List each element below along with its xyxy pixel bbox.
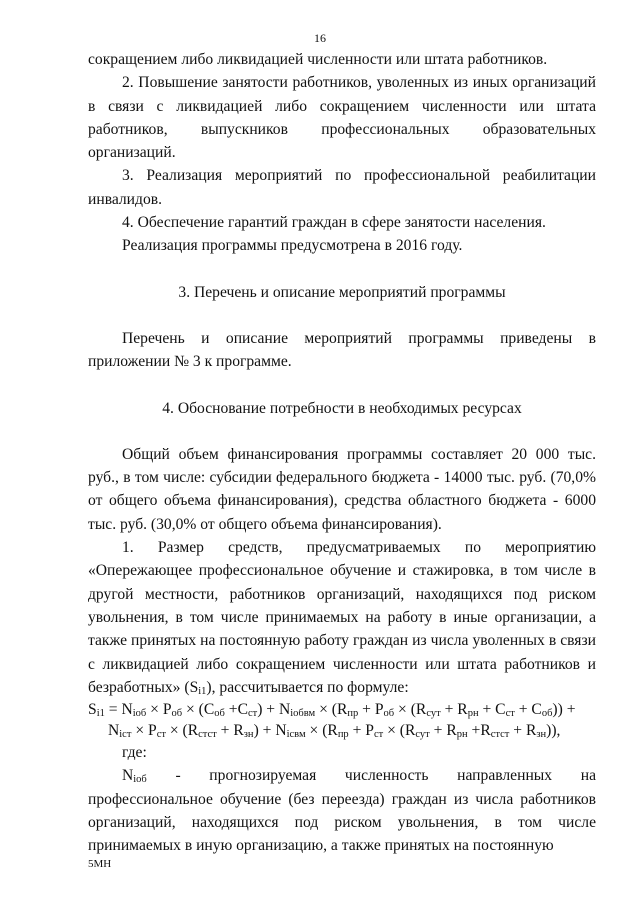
paragraph-funding: Общий объем финансирования программы составляет 20 000 тыс. руб., в том числе: субсидии федерального бюджета - 14000 тыс. руб. (70,0% от общего объема финансирования), средства областного бюджета - 6000 тыс. руб. (30,0% от общего объема финансирования). <box>88 445 596 533</box>
section-heading-3: 3. Перечень и описание мероприятий программы <box>178 283 506 301</box>
paragraph-activities-list: Перечень и описание мероприятий программы приведены в приложении № 3 к программе. <box>88 329 596 371</box>
paragraph-item-3: 3. Реализация мероприятий по профессиональной реабилитации инвалидов. <box>88 167 596 208</box>
definition-n-iob: $N_{iоб}$ - прогнозируемая численность направленных на профессиональное обучение (без переезда) граждан из числа работников организаций, находящихся под риском увольнения, в том числе принимаемых в иную организацию, а также принятых на постоянную <box>88 767 596 855</box>
formula <box>88 699 596 741</box>
footer-code: 5МН <box>88 858 112 870</box>
where-label: где: <box>122 744 147 762</box>
page-number: 16 <box>314 31 326 45</box>
formula-line-1: $S_{i1} = N_{iоб} \times P_{об} \times (C_{об} +C_{ст}) + N_{iобвм} \times (R_{пр} + P_{об} \times (R_{сут} + R_{рн} + C_{ст} + C_{об}))$ + <box>88 701 576 720</box>
paragraph-item-4: 4. Обеспечение гарантий граждан в сфере занятости населения. <box>122 214 546 232</box>
document-body <box>88 48 596 858</box>
paragraph-program-period: Реализация программы предусмотрена в 2016 году. <box>122 237 463 255</box>
formula-line-2: $N_{iст} \times P_{ст} \times (R_{стст} + R_{зн}) + N_{iсвм} \times (R_{пр} + P_{ст} \times (R_{сут} + R_{рн} +R_{стст} + R_{зн}))$, <box>108 722 561 741</box>
paragraph-continuation: сокращением либо ликвидацией численности или штата работников. <box>88 51 548 68</box>
paragraph-item-1-funds: 1. Размер средств, предусматриваемых по мероприятию «Опережающее профессиональное обучение и стажировка, в том числе в другой местности, работников организаций, находящихся под риском увольнения, в том числе принимаемых на работу в иные организации, а также принятых на постоянную работу граждан из числа уволенных в связи с ликвидацией либо сокращением численности или штата работников и безработных» $(S_{i1})$, рассчитывается по формуле: <box>88 539 596 697</box>
paragraph-item-2: 2. Повышение занятости работников, уволенных из иных организаций в связи с ликвидацией либо сокращением численности или штата работников, выпускников профессиональных образовательных организаций. <box>88 74 596 162</box>
section-heading-4: 4. Обоснование потребности в необходимых ресурсах <box>162 399 522 417</box>
